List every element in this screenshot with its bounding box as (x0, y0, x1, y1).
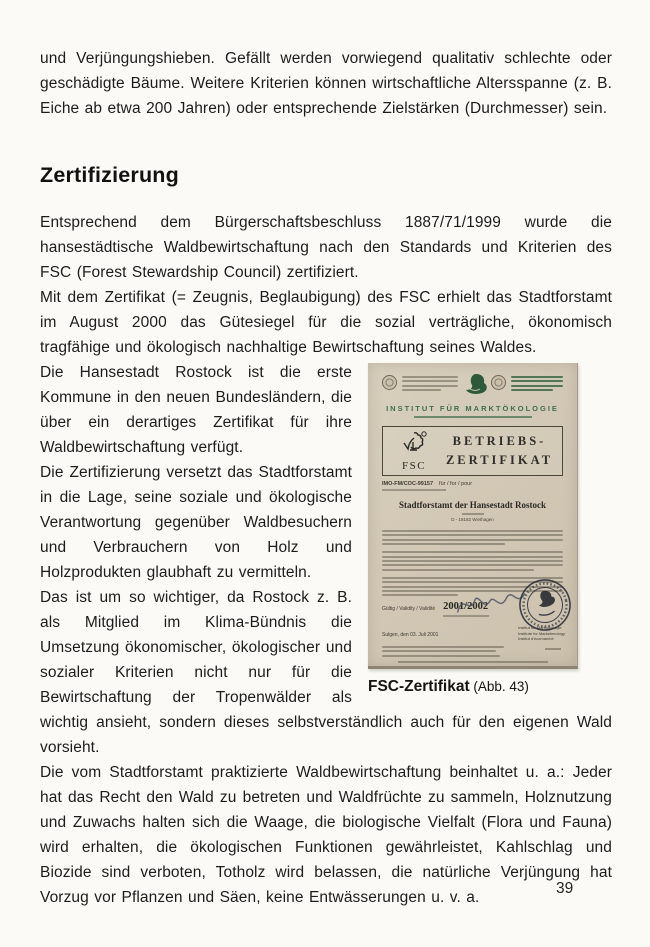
certificate-code-row (382, 481, 563, 487)
signer-line-1: Institut für Marktökologie (518, 625, 562, 630)
institute-subline (414, 416, 532, 418)
contact-line (398, 661, 548, 663)
validity-label: Gültig / Validity / Validité (382, 606, 436, 613)
signer-block (518, 625, 565, 642)
fsc-label: FSC (401, 460, 427, 472)
page-number: 39 (556, 880, 574, 897)
paragraph-beschluss: Entsprechend dem Bürgerschaftsbeschluss 1887/71/1999 wurde die hansestädtische Waldbewirtschaftung nach den Standards und Kriterien des FSC (Forest Stewardship Council) zertifiziert. (40, 214, 612, 281)
paragraph-zertifizierung-versetzt: Die Zertifizierung versetzt das Stadtforstamt in die Lage, seine soziale und ökologische Verantwortung gegenüber Waldbesuchern und Verbrauchern von Holz und Holzprodukten glaubhaft zu vermitteln. (40, 464, 352, 581)
fsc-certificate-photo (368, 363, 578, 669)
footnote-date (545, 648, 561, 650)
certificate-holder: Stadtforstamt der Hansestadt Rostock (398, 500, 547, 510)
caption-title: FSC-Zertifikat (368, 678, 470, 695)
code-underline (382, 489, 446, 491)
title-line-2: ZERTIFIKAT (445, 453, 554, 467)
signer-line-3: Institut d'écomarché (518, 636, 554, 641)
bodytext-english (382, 551, 563, 571)
signer-line-2: Institute for Marketecology (518, 630, 565, 636)
fsc-logo-block (389, 430, 439, 472)
holder-address-line2: D - 18182 Wiethagen (451, 517, 494, 522)
paragraph-waldbewirtschaftung: Die vom Stadtforstamt praktizierte Waldbewirtschaftung beinhaltet u. a.: Jeder hat das Recht den Wald zu betreten und Waldfrüchte zu sammeln, Holznutzung und Zuwachs halten sich die Waage, die biologische Vielfalt (Flora und Fauna) wird erhalten, die ökologischen Funktionen gewährleistet, Kahlschlag und Biozide sind verboten, Totholz wird belassen, die natürliche Verjüngung hat Vorzug vor Pflanzen und Säen, keine Entwässerungen u. v. a. (40, 764, 612, 906)
fsc-tree-icon (400, 430, 428, 456)
paragraph-klima-buendnis: Das ist um so wichtiger, da Rostock z. B. als Mitglied im Klima-Bündnis die Umsetzung ökonomischer, ökologischer und sozialer Kriterien nicht nur für die Bewirtschaftung der Tropenwälder als wichtig ansieht, sondern dieses selbstverständlich auch für den eigenen Wald vorsieht. (40, 589, 612, 756)
header-smalltext-right (511, 373, 563, 394)
paragraph-hansestadt: Die Hansestadt Rostock ist die erste Kommune in den neuen Bundesländern, die über ein derartiges Zertifikat für ihre Waldbewirtschaftung verfügt. (40, 364, 352, 456)
certificate-header (382, 373, 563, 399)
certificate-footnotes (382, 646, 563, 663)
seal-right-icon (491, 375, 506, 390)
certificate-figure (368, 363, 578, 696)
paragraph-intro: und Verjüngungshieben. Gefällt werden vorwiegend qualitativ schlechte oder geschädigte Bäume. Weitere Kriterien können wirtschaftliche Altersspanne (z. B. Eiche ab etwa 200 Jahren) oder entsprechende Zielstärken (Durchmesser) sein. (40, 50, 612, 117)
paragraph-zertifikat: Mit dem Zertifikat (= Zeugnis, Beglaubigung) des FSC erhielt das Stadtforstamt im August 2000 das Gütesiegel für die sozial verträgliche, ökonomisch tragfähige und ökologisch nachhaltige Bewirtschaftung seines Waldes. (40, 289, 612, 356)
title-line-1: BETRIEBS- (452, 433, 547, 448)
caption-abb: (Abb. 43) (469, 679, 529, 694)
institute-name: INSTITUT FÜR MARKTÖKOLOGIE (386, 404, 559, 413)
holder-address-line1 (462, 513, 484, 515)
validity-years: 2001/2002 (443, 601, 489, 613)
certificate-title-box (382, 426, 563, 476)
certificate-code-suffix: für / for / pour (439, 481, 473, 487)
date-place-line: Sulgen, den 03. Juli 2001 (382, 631, 439, 638)
certificate-code: IMO-FM/COC-99157 (382, 481, 434, 487)
imo-logo-icon (463, 373, 487, 399)
header-smalltext-left (402, 373, 458, 394)
seal-left-icon (382, 375, 397, 390)
bodytext-german (382, 530, 563, 545)
certificate-title (443, 432, 556, 471)
wrap-section (40, 360, 612, 910)
figure-caption (368, 678, 578, 696)
section-heading: Zertifizierung (40, 163, 179, 187)
